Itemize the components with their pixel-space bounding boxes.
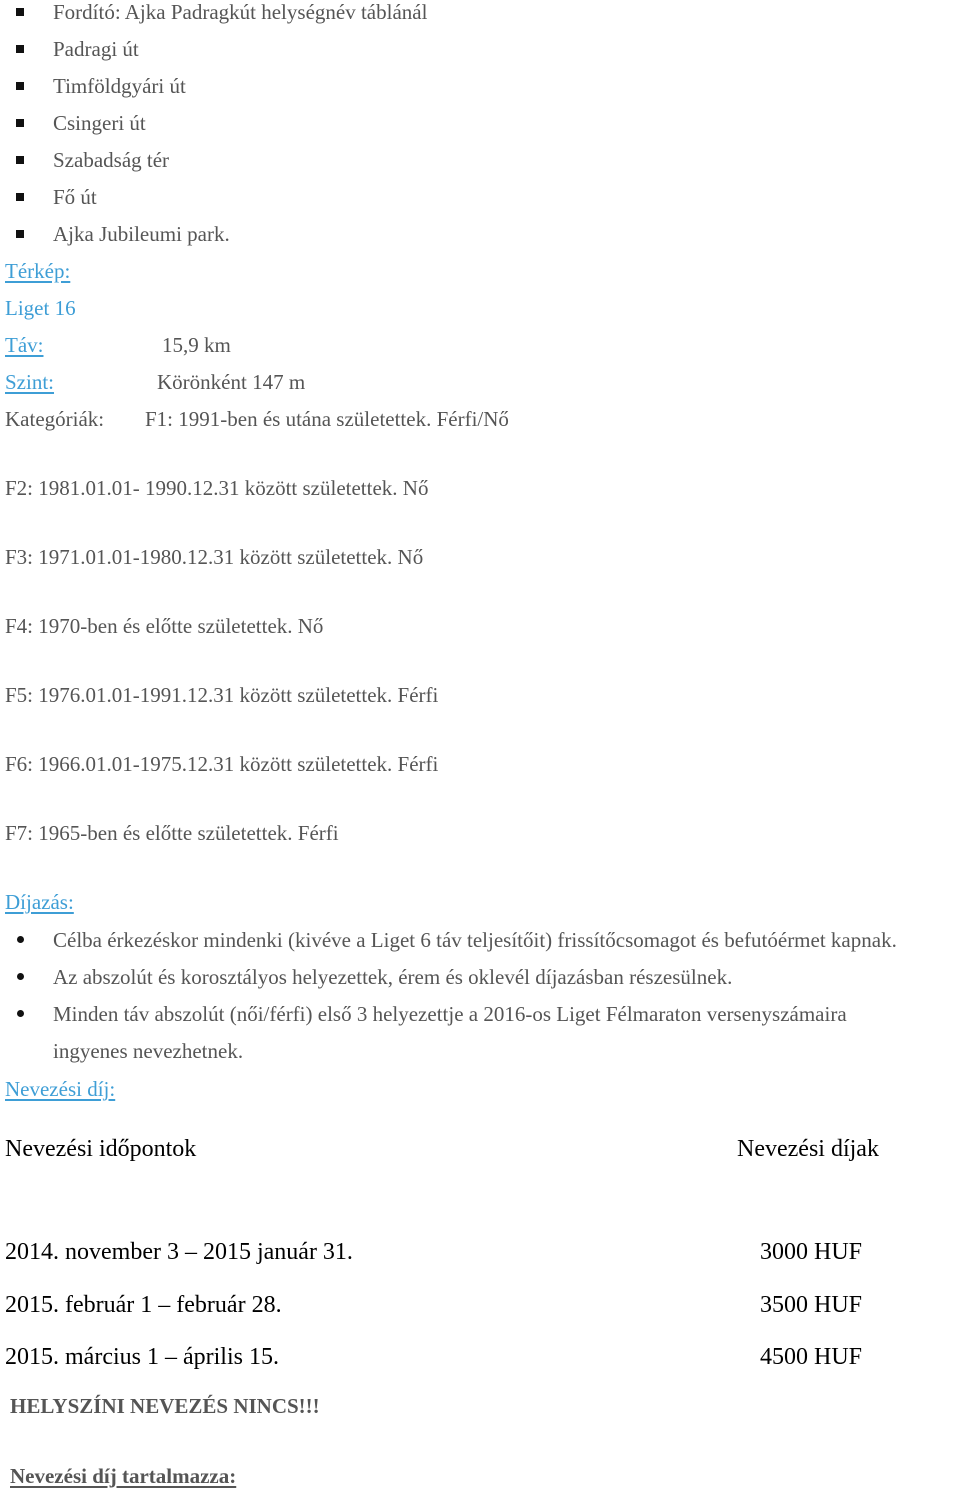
square-bullet-icon <box>16 8 24 16</box>
map-label: Térkép: <box>5 259 71 283</box>
categories-label: Kategóriák: <box>5 407 105 431</box>
square-bullet-icon <box>16 156 24 164</box>
round-bullet-icon <box>17 936 24 943</box>
route-item: Fordító: Ajka Padragkút helységnév táblánál <box>53 0 428 24</box>
entry-fee-amount: 3500 HUF <box>760 1292 863 1318</box>
square-bullet-icon <box>16 82 24 90</box>
route-item: Szabadság tér <box>53 148 170 172</box>
entry-dates-header: Nevezési időpontok <box>5 1136 197 1162</box>
level-value: Körönként 147 m <box>157 370 306 394</box>
no-onsite-notice: HELYSZÍNI NEVEZÉS NINCS!!! <box>10 1394 320 1418</box>
prize-item: Célba érkezéskor mindenki (kivéve a Liget 6 táv teljesítőit) frissítőcsomagot és befutóérmet kapnak. <box>53 928 897 952</box>
entry-period: 2015. február 1 – február 28. <box>5 1292 282 1318</box>
prizes-label: Díjazás: <box>5 890 74 914</box>
route-item: Padragi út <box>53 37 139 61</box>
prize-item: Az abszolút és korosztályos helyezettek, érem és oklevél díjazásban részesülnek. <box>53 965 733 989</box>
category-item: F4: 1970-ben és előtte születettek. Nő <box>5 614 324 638</box>
route-item: Csingeri út <box>53 111 146 135</box>
route-item: Fő út <box>53 185 97 209</box>
entry-fee-amount: 3000 HUF <box>760 1239 863 1265</box>
entry-period: 2015. március 1 – április 15. <box>5 1344 279 1370</box>
category-item: F3: 1971.01.01-1980.12.31 között születettek. Nő <box>5 545 424 569</box>
route-item: Ajka Jubileumi park. <box>53 222 230 246</box>
entry-fee-label: Nevezési díj: <box>5 1077 116 1101</box>
prize-item: Minden táv abszolút (női/férfi) első 3 helyezettje a 2016-os Liget Félmaraton versenyszámaira <box>53 1002 847 1026</box>
category-f1: F1: 1991-ben és utána születettek. Férfi/Nő <box>145 407 509 431</box>
entry-fee-amount: 4500 HUF <box>760 1344 863 1370</box>
entry-period: 2014. november 3 – 2015 január 31. <box>5 1239 353 1265</box>
map-link[interactable]: Liget 16 <box>5 296 76 320</box>
category-item: F6: 1966.01.01-1975.12.31 között születettek. Férfi <box>5 752 439 776</box>
distance-label: Táv: <box>5 333 44 357</box>
square-bullet-icon <box>16 230 24 238</box>
category-item: F7: 1965-ben és előtte születettek. Férfi <box>5 821 339 845</box>
route-item: Timföldgyári út <box>53 74 186 98</box>
distance-value: 15,9 km <box>162 333 231 357</box>
square-bullet-icon <box>16 193 24 201</box>
round-bullet-icon <box>17 973 24 980</box>
square-bullet-icon <box>16 45 24 53</box>
category-item: F2: 1981.01.01- 1990.12.31 között születettek. Nő <box>5 476 429 500</box>
entry-fees-header: Nevezési díjak <box>737 1136 879 1162</box>
round-bullet-icon <box>17 1010 24 1017</box>
square-bullet-icon <box>16 119 24 127</box>
prize-item-continued: ingyenes nevezhetnek. <box>53 1039 244 1063</box>
category-item: F5: 1976.01.01-1991.12.31 között születettek. Férfi <box>5 683 439 707</box>
fee-includes-label: Nevezési díj tartalmazza: <box>10 1464 237 1488</box>
level-label: Szint: <box>5 370 55 394</box>
